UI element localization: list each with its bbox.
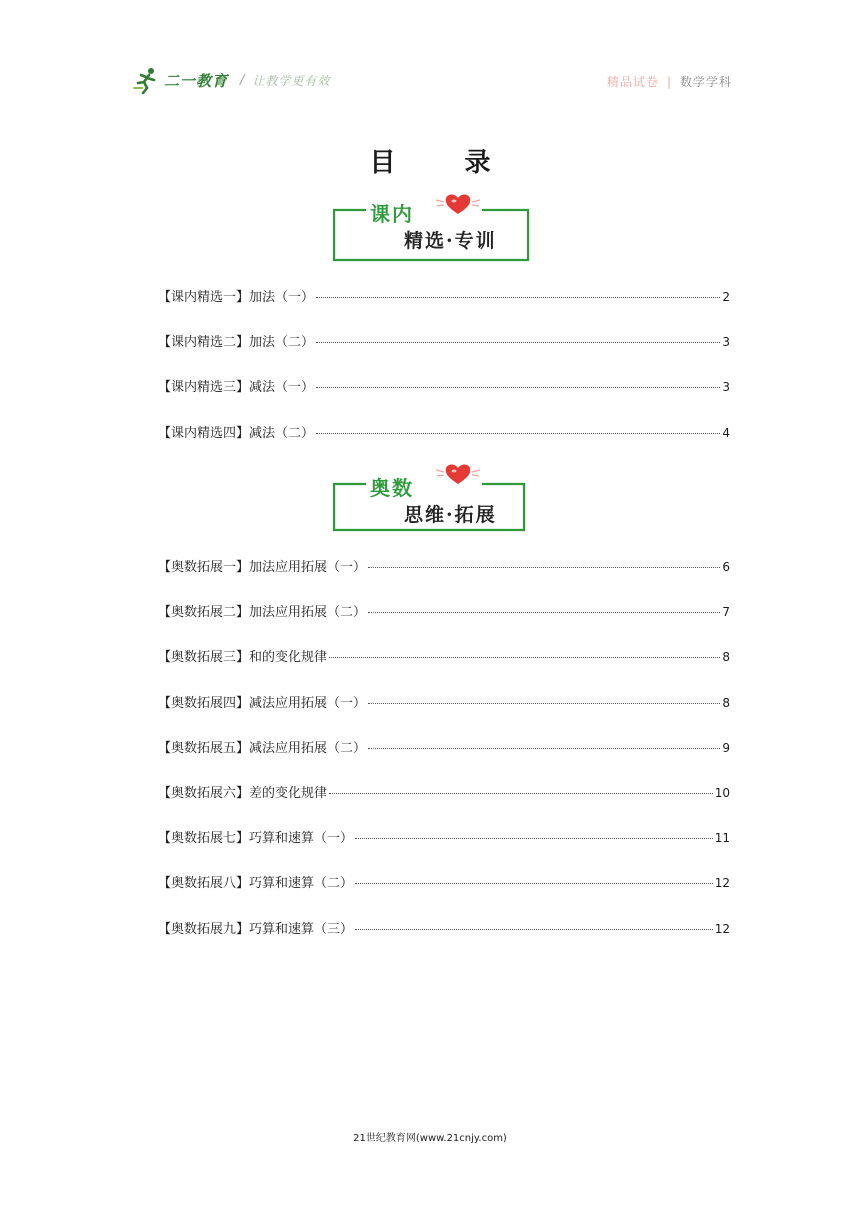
toc-entry-label: 【奥数拓展六】差的变化规律: [158, 785, 328, 801]
leader-dots: [316, 387, 720, 388]
heart-icon: [436, 465, 480, 484]
toc-entry[interactable]: [158, 331, 730, 376]
toc-entry-page: 8: [722, 650, 730, 665]
page-header: [132, 66, 732, 100]
banner-bottom-text: 精选·专训: [404, 230, 497, 252]
toc-entry-label: 【奥数拓展八】巧算和速算（二）: [158, 876, 354, 892]
leader-dots: [329, 657, 720, 658]
banner-top-text: 奥数: [370, 476, 414, 500]
runner-icon: [132, 66, 162, 94]
toc-entry[interactable]: [158, 646, 730, 691]
toc-entry-page: 11: [714, 831, 730, 846]
leader-dots: [355, 883, 713, 884]
toc-section-classroom: [158, 286, 730, 467]
toc-entry-label: 【奥数拓展三】和的变化规律: [158, 650, 328, 666]
toc-entry-label: 【课内精选二】加法（二）: [158, 335, 315, 351]
toc-entry[interactable]: [158, 692, 730, 737]
toc-entry[interactable]: [158, 601, 730, 646]
header-tags: [607, 73, 732, 90]
toc-entry-label: 【课内精选三】减法（一）: [158, 380, 315, 396]
leader-dots: [355, 838, 713, 839]
toc-entry-page: 12: [714, 921, 730, 936]
toc-entry-page: 9: [722, 740, 730, 755]
toc-entry-page: 8: [722, 695, 730, 710]
toc-entry[interactable]: [158, 286, 730, 331]
toc-entry-page: 12: [714, 876, 730, 891]
toc-entry[interactable]: [158, 422, 730, 467]
leader-dots: [316, 433, 720, 434]
logo-slogan: 让教学更有效: [252, 73, 331, 88]
leader-dots: [368, 703, 720, 704]
toc-entry-page: 4: [722, 425, 730, 440]
toc-entry[interactable]: [158, 737, 730, 782]
toc-entry[interactable]: [158, 827, 730, 872]
toc-entry-label: 【奥数拓展七】巧算和速算（一）: [158, 831, 354, 847]
toc-entry-page: 3: [722, 335, 730, 350]
toc-entry-page: 7: [722, 605, 730, 620]
section-banner-classroom: [332, 192, 532, 262]
brand-logo: [132, 66, 330, 94]
logo-text: 二一教育: [164, 71, 229, 90]
leader-dots: [368, 567, 720, 568]
leader-dots: [316, 297, 720, 298]
toc-entry-label: 【奥数拓展一】加法应用拓展（一）: [158, 560, 367, 575]
toc-entry[interactable]: [158, 556, 730, 601]
banner-top-text: 课内: [370, 202, 414, 226]
leader-dots: [368, 748, 720, 749]
tag-divider: |: [666, 74, 672, 89]
toc-entry-page: 6: [722, 560, 730, 574]
toc-entry[interactable]: [158, 782, 730, 827]
leader-dots: [368, 612, 720, 613]
heart-icon: [436, 195, 480, 214]
page-title: 目 录: [369, 148, 521, 178]
page-footer: 21世纪教育网(www.21cnjy.com): [353, 1133, 507, 1144]
logo-divider: /: [240, 72, 245, 88]
tag-quality: 精品试卷: [606, 75, 659, 89]
leader-dots: [355, 929, 713, 930]
toc-entry-label: 【课内精选一】加法（一）: [158, 290, 315, 305]
toc-entry[interactable]: [158, 872, 730, 917]
toc-entry-label: 【课内精选四】减法（二）: [158, 425, 315, 441]
toc-entry-label: 【奥数拓展四】减法应用拓展（一）: [158, 695, 367, 711]
tag-subject: 数学学科: [679, 75, 732, 89]
leader-dots: [329, 793, 713, 794]
section-banner-olympiad: [332, 462, 532, 532]
toc-entry[interactable]: [158, 918, 730, 963]
toc-entry-label: 【奥数拓展五】减法应用拓展（二）: [158, 740, 367, 756]
banner-bottom-text: 思维·拓展: [404, 504, 497, 526]
toc-entry-label: 【奥数拓展九】巧算和速算（三）: [158, 921, 354, 937]
toc-entry[interactable]: [158, 376, 730, 421]
toc-entry-page: 3: [722, 380, 730, 395]
leader-dots: [316, 342, 720, 343]
toc-section-olympiad: [158, 556, 730, 963]
toc-entry-label: 【奥数拓展二】加法应用拓展（二）: [158, 605, 367, 621]
toc-entry-page: 2: [722, 290, 730, 304]
toc-entry-page: 10: [714, 785, 730, 800]
